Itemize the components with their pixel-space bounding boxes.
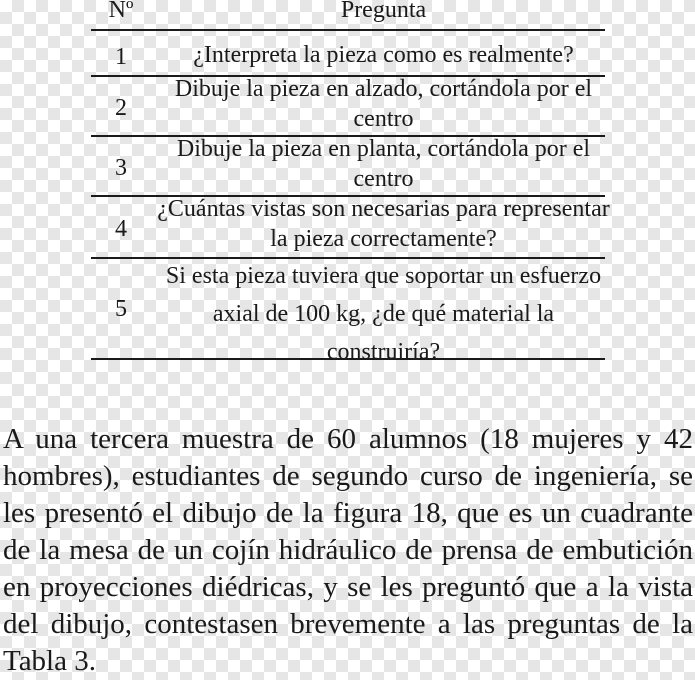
row-question: ¿Cuántas vistas son necesarias para representar la pieza correctamente?: [157, 196, 610, 252]
row-question: ¿Interpreta la pieza como es realmente?: [193, 42, 574, 68]
row-number: 3: [115, 155, 127, 181]
header-number: Nº: [108, 0, 134, 23]
table-row: [91, 137, 605, 197]
table-row: [91, 196, 610, 259]
row-number: 5: [115, 296, 127, 322]
row-question: Dibuje la pieza en alzado, cortándola por el centro: [174, 76, 593, 132]
table-row: [91, 259, 605, 365]
row-question: Si esta pieza tuviera que soportar un esfuerzo axial de 100 kg, ¿de qué material la construiría?: [165, 263, 602, 365]
header-question: Pregunta: [340, 0, 427, 23]
table-row: [91, 31, 605, 77]
row-number: 4: [115, 216, 127, 242]
row-number: 2: [115, 95, 127, 121]
row-question: Dibuje la pieza en planta, cortándola por el centro: [176, 136, 591, 192]
body-paragraph: A una tercera muestra de 60 alumnos (18 mujeres y 42 hombres), estudiantes de segundo curso de ingeniería, se les presentó el dibujo de la figura 18, que es un cuadrante de la mesa de un cojín hidráulico de prensa de embutición en proyecciones diédricas, y se les preguntó que a la vista del dibujo, contestasen brevemente a las preguntas de la Tabla 3.: [3, 423, 693, 677]
table-header-row: [91, 0, 605, 31]
questions-table: [91, 0, 610, 365]
table-row: [91, 77, 605, 137]
row-number: 1: [115, 44, 127, 70]
